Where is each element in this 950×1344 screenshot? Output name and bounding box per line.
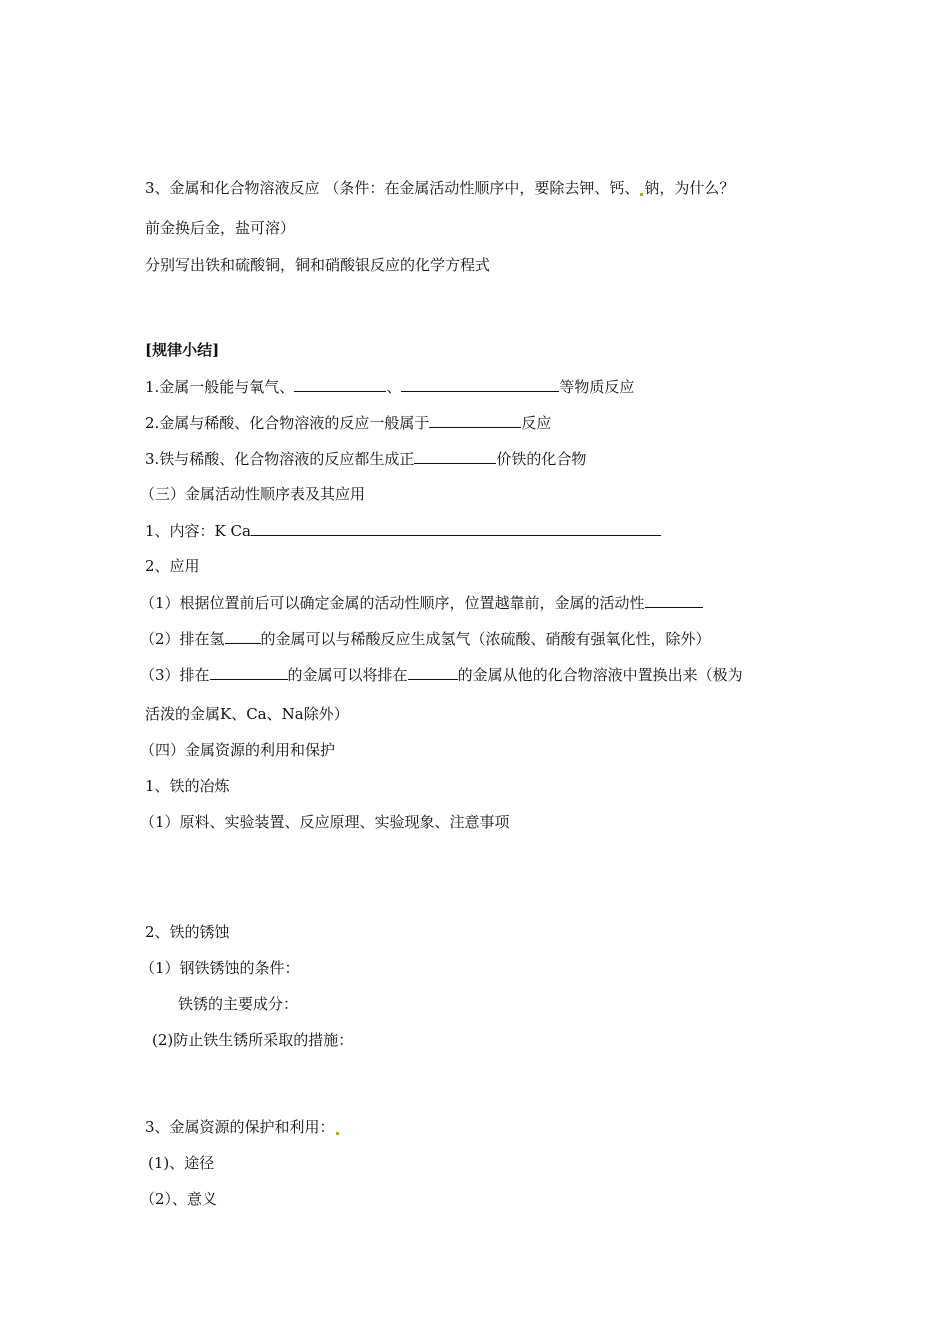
blank-1b[interactable]	[401, 376, 559, 392]
summary-item-3-text-b: 价铁的化合物	[496, 450, 587, 468]
sec4-protect-1: (1)、途径	[148, 1154, 215, 1172]
blank-app-2[interactable]	[225, 628, 261, 644]
sec3-app-1-text: （1）根据位置前后可以确定金属的活动性顺序，位置越靠前，金属的活动性	[140, 594, 645, 612]
s3-line1	[145, 178, 734, 198]
sec3-app-2-text-a: （2）排在氢	[140, 630, 225, 648]
sec4-iron: 1、铁的冶炼	[145, 777, 230, 795]
blank-app-3b[interactable]	[408, 664, 458, 680]
sec3-app-2-text-b: 的金属可以与稀酸反应生成氢气（浓硫酸、硝酸有强氧化性，除外）	[260, 630, 711, 648]
sec4-rust-1: （1）钢铁锈蚀的条件：	[140, 959, 300, 977]
blank-2[interactable]	[429, 412, 521, 428]
sec4-rust: 2、铁的锈蚀	[145, 923, 230, 941]
s3-line1-text-b: 钠，为什么？	[644, 179, 735, 197]
sec3-app-3-text-c: 的金属从他的化合物溶液中置换出来（极为	[457, 666, 743, 684]
s3-line3: 分别写出铁和硫酸铜，铜和硝酸银反应的化学方程式	[145, 256, 491, 274]
sec3-content	[145, 520, 661, 541]
summary-item-3-text-a: 3.铁与稀酸、化合物溶液的反应都生成正	[145, 450, 415, 468]
summary-item-1-text-a: 1.金属一般能与氧气、	[145, 378, 295, 396]
summary-item-2-text-b: 反应	[521, 414, 552, 432]
sec4-rust-1b: 铁锈的主要成分：	[178, 995, 299, 1013]
sec3-app-3-text-a: （3）排在	[140, 666, 210, 684]
highlight-dot	[640, 193, 643, 196]
sec3-app: 2、应用	[145, 557, 200, 575]
s3-line1-text-a: 3、金属和化合物溶液反应 （条件：在金属活动性顺序中，要除去钾、钙、	[145, 179, 640, 197]
sec3-app-3-cont: 活泼的金属K、Ca、Na除外）	[145, 705, 349, 723]
summary-item-1-text-c: 等物质反应	[559, 378, 635, 396]
summary-item-3	[145, 448, 586, 469]
blank-content[interactable]	[251, 520, 661, 536]
s3-line2: 前金换后金，盐可溶）	[145, 219, 296, 237]
sec4-rust-2: (2)防止铁生锈所采取的措施：	[152, 1031, 354, 1049]
sec3-app-3-text-b: 的金属可以将排在	[287, 666, 408, 684]
summary-heading: [规律小结]	[145, 341, 220, 359]
sec3-app-3	[140, 664, 743, 685]
sec4-protect	[145, 1117, 340, 1137]
summary-item-2	[145, 412, 551, 433]
summary-item-2-text-a: 2.金属与稀酸、化合物溶液的反应一般属于	[145, 414, 430, 432]
summary-item-1-text-b: 、	[386, 378, 402, 396]
sec4-protect-text: 3、金属资源的保护和利用：	[145, 1118, 335, 1136]
sec3-app-1	[140, 592, 703, 613]
blank-app-1[interactable]	[645, 592, 703, 608]
sec4-iron-1: （1）原料、实验装置、反应原理、实验现象、注意事项	[140, 813, 510, 831]
sec4-title: （四）金属资源的利用和保护	[140, 741, 336, 759]
sec4-protect-2: （2）、意义	[140, 1190, 218, 1208]
blank-1a[interactable]	[294, 376, 386, 392]
sec3-app-2	[140, 628, 711, 649]
sec3-title: （三）金属活动性顺序表及其应用	[140, 485, 366, 503]
blank-app-3a[interactable]	[210, 664, 288, 680]
blank-3[interactable]	[414, 448, 496, 464]
summary-item-1	[145, 376, 634, 397]
sec3-content-text: 1、内容：K Ca	[145, 522, 251, 540]
highlight-dot	[336, 1132, 339, 1135]
